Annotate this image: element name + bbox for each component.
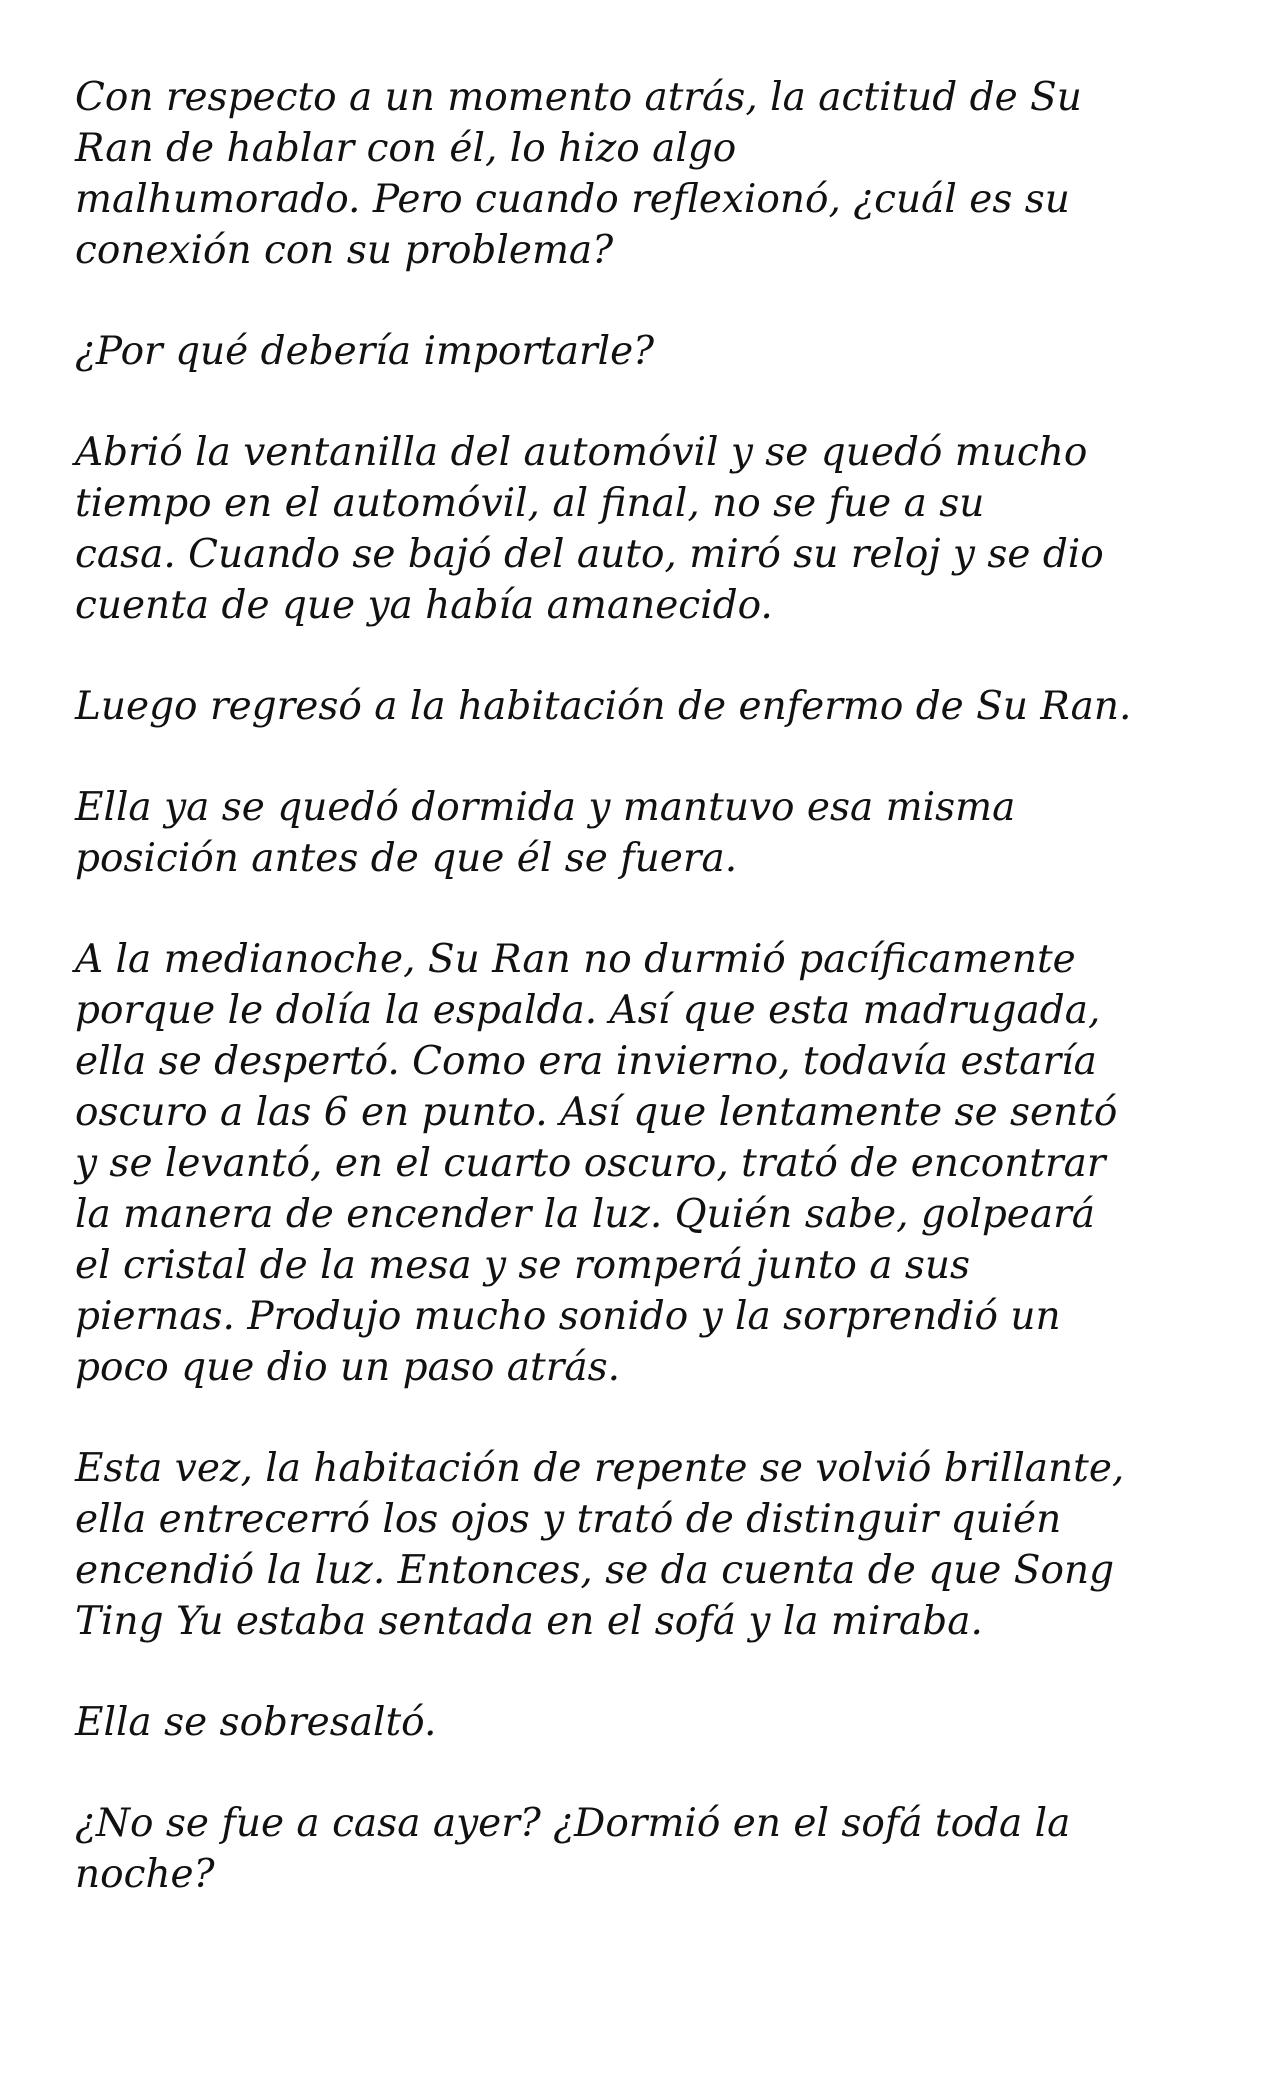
paragraph-5 — [75, 782, 1235, 884]
paragraph-8 — [75, 1697, 1235, 1748]
text-line: tiempo en el automóvil, al final, no se fue a su — [75, 481, 985, 526]
text-line: Ting Yu estaba sentada en el sofá y la miraba. — [75, 1599, 983, 1644]
paragraph-2 — [75, 326, 1235, 377]
text-line: piernas. Produjo mucho sonido y la sorprendió un — [75, 1294, 1061, 1339]
text-line: ¿Por qué debería importarle? — [75, 329, 655, 374]
text-line: noche? — [75, 1852, 215, 1897]
text-line: Con respecto a un momento atrás, la actitud de Su — [75, 75, 1082, 120]
text-line: cuenta de que ya había amanecido. — [75, 583, 773, 628]
text-line: ella se despertó. Como era invierno, todavía estaría — [75, 1039, 1097, 1084]
paragraph-7 — [75, 1443, 1235, 1647]
text-line: Abrió la ventanilla del automóvil y se quedó mucho — [75, 430, 1088, 475]
text-line: Luego regresó a la habitación de enfermo de Su Ran. — [75, 684, 1132, 729]
text-line: la manera de encender la luz. Quién sabe, golpeará — [75, 1192, 1096, 1237]
text-line: el cristal de la mesa y se romperá junto a sus — [75, 1243, 971, 1288]
paragraph-1 — [75, 72, 1235, 276]
text-line: casa. Cuando se bajó del auto, miró su reloj y se dio — [75, 532, 1104, 577]
paragraph-9 — [75, 1798, 1235, 1900]
text-line: A la medianoche, Su Ran no durmió pacíficamente — [75, 937, 1076, 982]
text-line: ¿No se fue a casa ayer? ¿Dormió en el sofá toda la — [75, 1801, 1071, 1846]
text-line: encendió la luz. Entonces, se da cuenta de que Song — [75, 1548, 1115, 1593]
text-line: Ella se sobresaltó. — [75, 1700, 437, 1745]
text-line: poco que dio un paso atrás. — [75, 1345, 621, 1390]
text-line: malhumorado. Pero cuando reflexionó, ¿cuál es su — [75, 177, 1070, 222]
text-line: Ella ya se quedó dormida y mantuvo esa misma — [75, 785, 1016, 830]
text-line: porque le dolía la espalda. Así que esta madrugada, — [75, 988, 1101, 1033]
text-line: oscuro a las 6 en punto. Así que lentamente se sentó — [75, 1090, 1118, 1135]
paragraph-4 — [75, 681, 1235, 732]
text-line: Ran de hablar con él, lo hizo algo — [75, 126, 737, 171]
text-line: conexión con su problema? — [75, 228, 614, 273]
paragraph-3 — [75, 427, 1235, 631]
text-line: y se levantó, en el cuarto oscuro, trató de encontrar — [75, 1141, 1106, 1186]
paragraph-6 — [75, 934, 1235, 1393]
text-line: ella entrecerró los ojos y trató de distinguir quién — [75, 1497, 1062, 1542]
text-line: posición antes de que él se fuera. — [75, 836, 738, 881]
text-line: Esta vez, la habitación de repente se volvió brillante, — [75, 1446, 1125, 1491]
